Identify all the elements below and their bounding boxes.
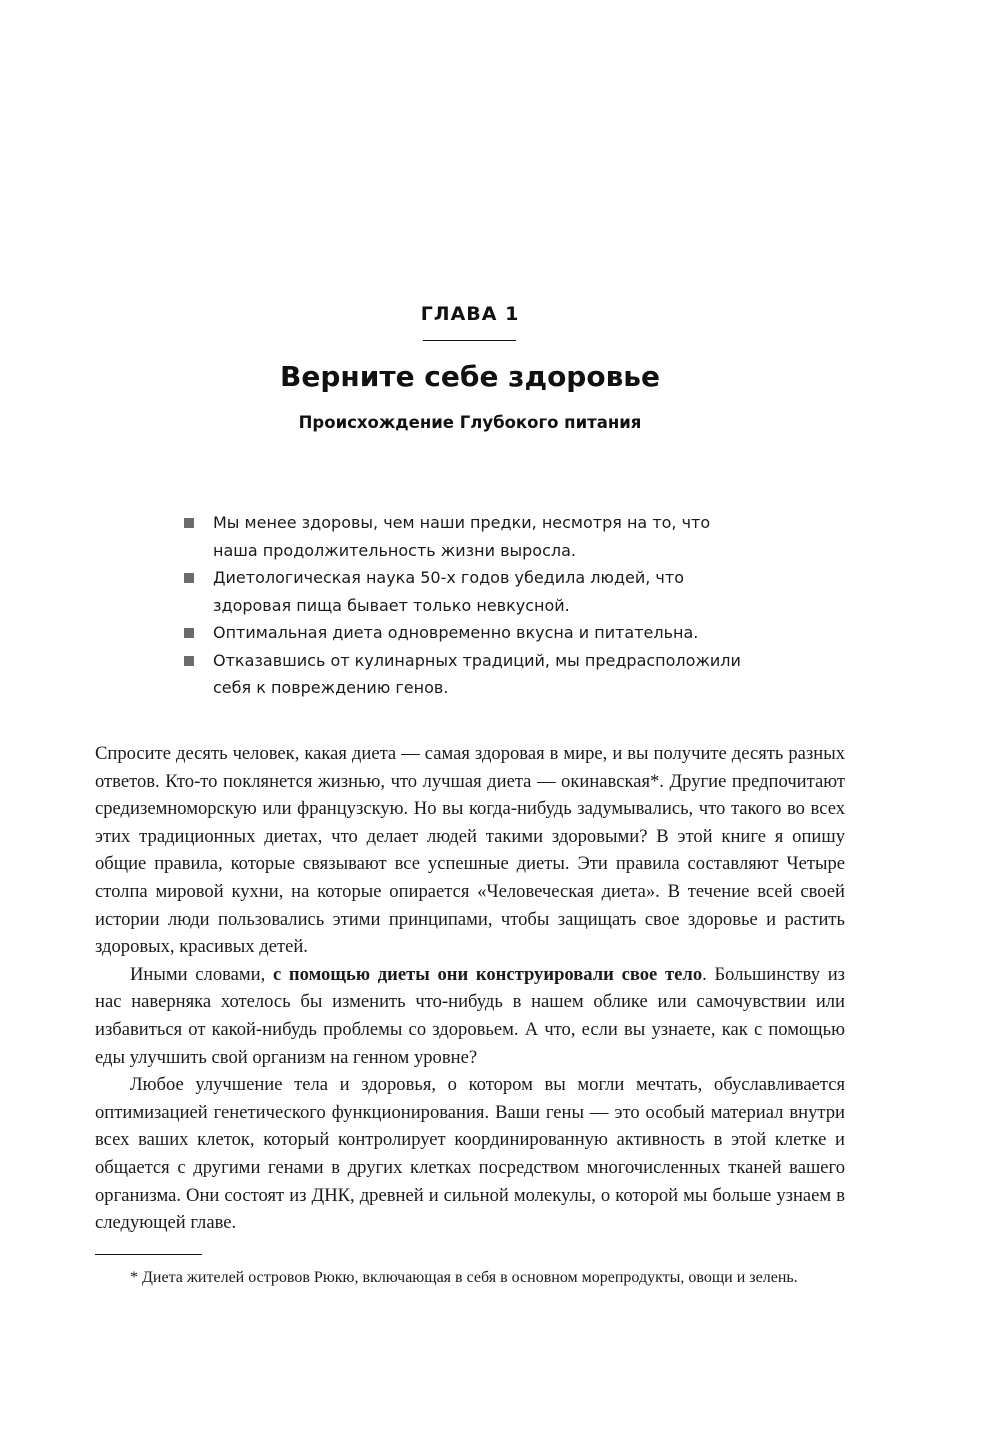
list-item-text: Диетологическая наука 50-х годов убедила людей, что здоровая пища бывает только невкусной. bbox=[213, 568, 684, 615]
emphasis-text: с помощью диеты они конструировали свое тело bbox=[272, 963, 703, 985]
footnote: * Диета жителей островов Рюкю, включающая в себя в основном морепродукты, овощи и зелень. bbox=[130, 1269, 798, 1286]
list-item bbox=[183, 564, 743, 619]
body-text bbox=[95, 740, 845, 1237]
paragraph bbox=[95, 961, 845, 1071]
chapter-title: Верните себе здоровье bbox=[280, 360, 660, 393]
list-item-text: Мы менее здоровы, чем наши предки, несмотря на то, что наша продолжительность жизни выросла. bbox=[213, 513, 711, 560]
square-bullet-icon bbox=[184, 573, 194, 583]
list-item bbox=[183, 509, 743, 564]
chapter-subtitle: Происхождение Глубокого питания bbox=[298, 413, 642, 432]
chapter-label: ГЛАВА 1 bbox=[420, 303, 520, 325]
square-bullet-icon bbox=[184, 656, 194, 666]
footnote-divider bbox=[95, 1254, 202, 1255]
list-item bbox=[183, 647, 743, 702]
summary-list bbox=[183, 509, 743, 702]
list-item-text: Оптимальная диета одновременно вкусна и питательна. bbox=[213, 623, 699, 642]
square-bullet-icon bbox=[184, 628, 194, 638]
paragraph: Спросите десять человек, какая диета — самая здоровая в мире, и вы получите десять разных ответов. Кто-то поклянется жизнью, что лучшая диета — окинавская*. Другие предпочитают средиземноморскую или французскую. Но вы когда-нибудь задумывались, что такого во всех этих традиционных диетах, что делает людей такими здоровыми? В этой книге я опишу общие правила, которые связывают все успешные диеты. Эти правила составляют Четыре столпа мировой кухни, на которые опирается «Человеческая диета». В течение всей своей истории люди пользовались этими принципами, чтобы защищать свое здоровье и растить здоровых, красивых детей. bbox=[95, 743, 845, 958]
paragraph-text: Иными словами, bbox=[130, 963, 273, 985]
paragraph-text: . Большинству из нас наверняка хотелось бы изменить что-нибудь в нашем облике или самочувствии или избавиться от какой-нибудь проблемы со здоровьем. А что, если вы узнаете, как с помощью еды улучшить свой организм на генном уровне? bbox=[95, 963, 845, 1068]
list-item-text: Отказавшись от кулинарных традиций, мы предрасположили себя к повреждению генов. bbox=[213, 650, 741, 697]
list-item bbox=[183, 619, 743, 647]
square-bullet-icon bbox=[184, 518, 194, 528]
chapter-divider bbox=[423, 340, 516, 341]
paragraph: Любое улучшение тела и здоровья, о котором вы могли мечтать, обуславливается оптимизацией генетического функционирования. Ваши гены — это особый материал внутри всех ваших клеток, который контролирует координированную активность в этой клетке и общается с другими генами в других клетках посредством многочисленных тканей вашего организма. Они состоят из ДНК, древней и сильной молекулы, о которой мы больше узнаем в следующей главе. bbox=[95, 1074, 845, 1234]
